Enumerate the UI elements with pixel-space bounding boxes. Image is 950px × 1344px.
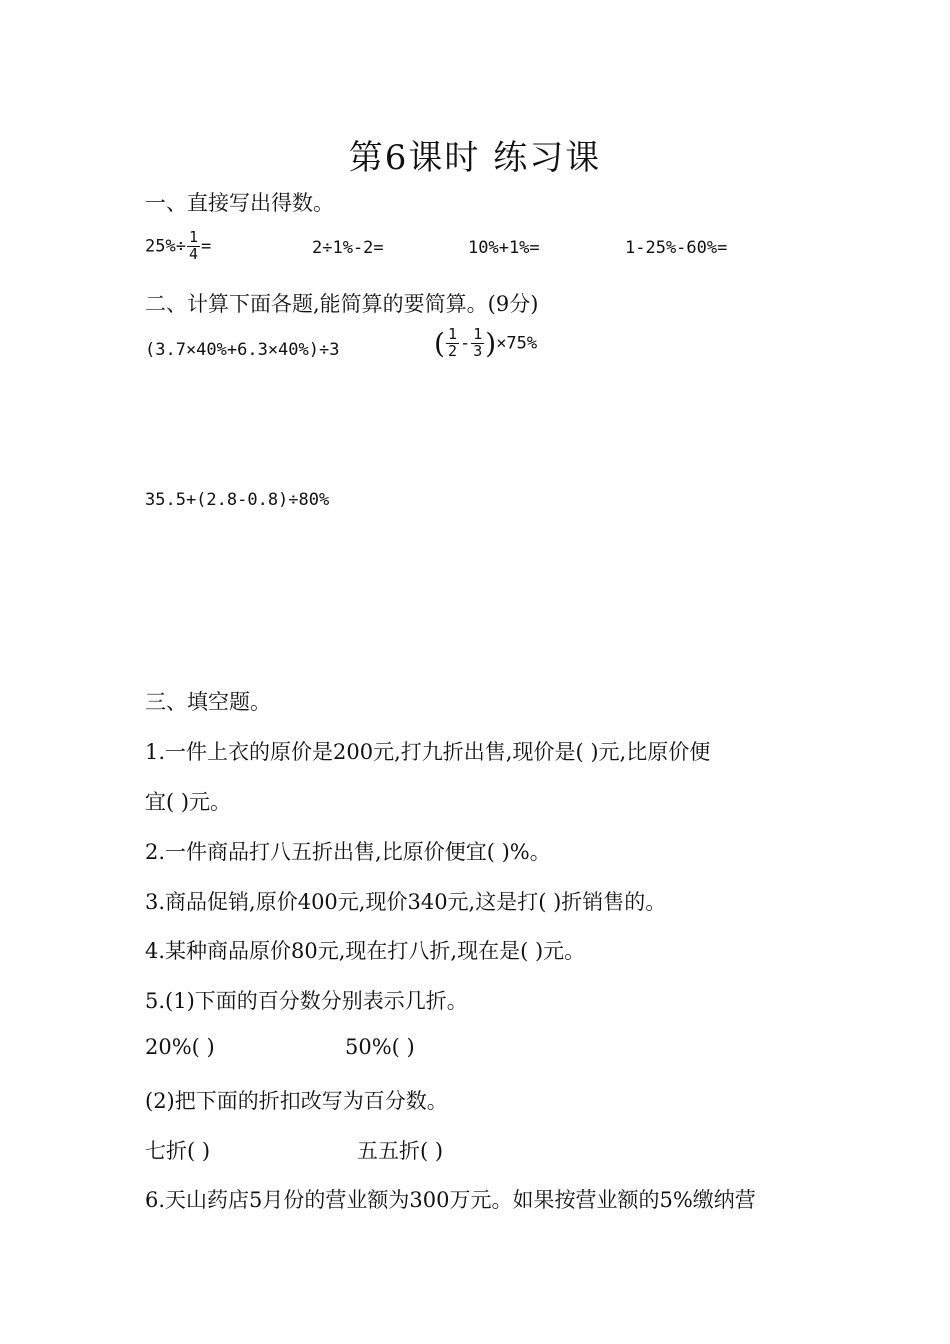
fraction-denominator: 3 — [473, 342, 483, 360]
left-parenthesis: ( — [434, 327, 445, 360]
fill-question-5-item-d: 五五折( ) — [357, 1139, 444, 1163]
fill-question-1-line2: 宜( )元。 — [145, 790, 232, 814]
fraction-one-half — [446, 327, 459, 360]
oral-question-4: 1-25%-60%= — [625, 238, 728, 258]
fill-question-1-line1: 1.一件上衣的原价是200元,打九折出售,现价是( )元,比原价便 — [145, 740, 711, 764]
calc-expression-1: (3.7×40%+6.3×40%)÷3 — [145, 340, 340, 360]
oral-q1-prefix: 25%÷ — [145, 236, 186, 257]
calc-expression-2 — [434, 327, 537, 360]
oral-q1-suffix: = — [200, 236, 212, 257]
fill-question-5-item-a: 20%( ) — [145, 1035, 215, 1059]
fraction-numerator: 1 — [188, 228, 198, 246]
oral-question-2: 2÷1%-2= — [312, 238, 384, 258]
oral-question-3: 10%+1%= — [468, 238, 540, 258]
fill-question-3: 3.商品促销,原价400元,现价340元,这是打( )折销售的。 — [145, 890, 667, 914]
fraction-numerator: 1 — [447, 325, 457, 344]
page-title: 第6课时 练习课 — [348, 138, 602, 178]
fill-question-5-part2: (2)把下面的折扣改写为百分数。 — [145, 1089, 448, 1113]
fill-question-5-item-c: 七折( ) — [145, 1139, 211, 1163]
fill-question-2: 2.一件商品打八五折出售,比原价便宜( )%。 — [145, 840, 551, 864]
fraction-denominator: 2 — [447, 342, 457, 360]
fraction-numerator: 1 — [473, 325, 483, 344]
right-parenthesis: ) — [485, 327, 497, 360]
fill-question-4: 4.某种商品原价80元,现在打八折,现在是( )元。 — [145, 939, 586, 963]
section3-heading: 三、填空题。 — [145, 690, 271, 714]
fill-question-6-line1: 6.天山药店5月份的营业额为300万元。如果按营业额的5%缴纳营 — [145, 1188, 756, 1212]
fraction-denominator: 4 — [188, 244, 198, 263]
minus-sign: - — [459, 333, 471, 354]
fraction-one-third — [471, 327, 484, 360]
oral-question-1 — [145, 230, 211, 263]
fraction-one-quarter — [187, 230, 200, 263]
fill-question-5-item-b: 50%( ) — [345, 1035, 415, 1059]
calc-expression-3: 35.5+(2.8-0.8)÷80% — [145, 490, 330, 510]
section1-heading: 一、直接写出得数。 — [145, 191, 334, 215]
section2-heading: 二、计算下面各题,能简算的要简算。(9分) — [145, 292, 539, 316]
fill-question-5-part1: 5.(1)下面的百分数分别表示几折。 — [145, 989, 468, 1013]
calc-expression-2-suffix: ×75% — [496, 333, 538, 354]
